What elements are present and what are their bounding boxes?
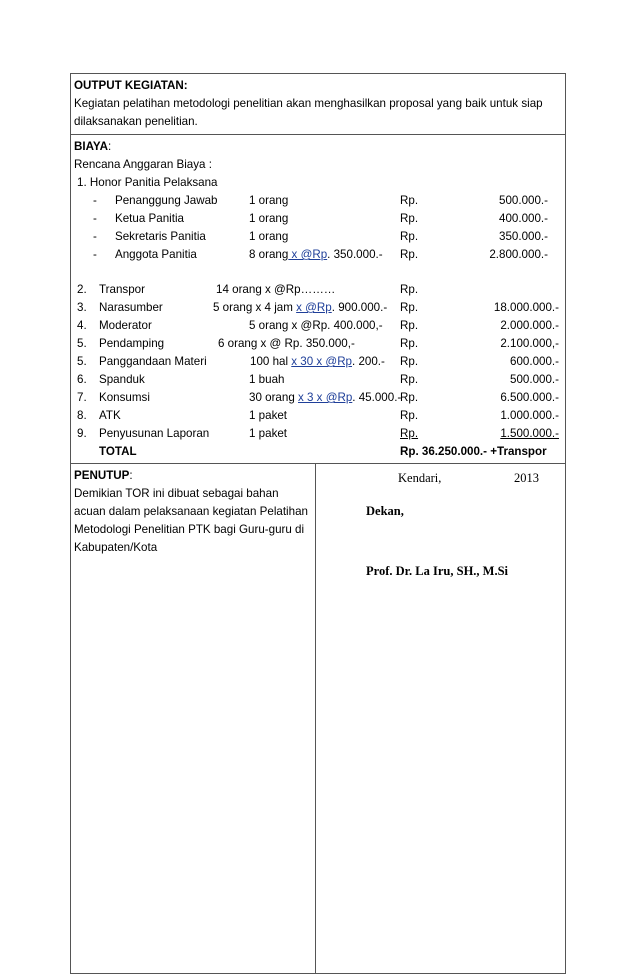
penutup-heading: PENUTUP	[74, 469, 130, 482]
qty-cell: 5 orang x 4 jam x @Rp. 900.000.-	[213, 301, 388, 314]
penutup-section	[71, 464, 565, 973]
output-section	[71, 74, 565, 135]
penutup-heading-colon: :	[129, 469, 133, 482]
budget-item: 5. Pendamping 6 orang x @ Rp. 350.000,- Rp. 2.100.000,-	[77, 337, 559, 350]
biaya-heading-colon: :	[107, 140, 112, 153]
honor-item: - Sekretaris Panitia 1 orang Rp. 350.000.-	[93, 230, 548, 243]
signatory: Prof. Dr. La Iru, SH., M.Si	[366, 564, 509, 578]
budget-item: 2. Transpor 14 orang x @Rp……… Rp.	[77, 283, 419, 296]
penutup-line: Kabupaten/Kota	[74, 541, 158, 554]
budget-item: 3. Narasumber 5 orang x 4 jam x @Rp. 900.000.- Rp. 18.000.000.-	[74, 299, 562, 317]
penutup-heading-line	[74, 467, 312, 485]
penutup-text	[71, 464, 316, 973]
biaya-heading-line	[74, 138, 562, 156]
signature-block	[316, 464, 565, 973]
honor-label: 1. Honor Panitia Pelaksana	[77, 176, 218, 189]
qty-cell: 100 hal x 30 x @Rp. 200.-	[250, 355, 385, 368]
biaya-heading: BIAYA	[74, 140, 108, 153]
budget-item: 6. Spanduk 1 buah Rp. 500.000.-	[77, 373, 559, 386]
penutup-line: Demikian TOR ini dibuat sebagai bahan	[74, 487, 279, 500]
budget-item: 7. Konsumsi 30 orang x 3 x @Rp. 45.000.- Rp. 6.500.000.-	[74, 389, 562, 407]
year: 2013	[514, 471, 539, 485]
qty-cell: 30 orang x 3 x @Rp. 45.000.-	[249, 391, 402, 404]
output-heading: OUTPUT KEGIATAN:	[74, 79, 188, 92]
budget-item: 4. Moderator 5 orang x @Rp. 400.000,- Rp. 2.000.000.-	[77, 319, 559, 332]
budget-item: 8. ATK 1 paket Rp. 1.000.000.-	[77, 409, 559, 422]
honor-item: - Anggota Panitia 8 orang x @Rp. 350.000.- Rp. 2.800.000.-	[74, 246, 562, 264]
honor-item: - Penanggung Jawab 1 orang Rp. 500.000.-	[93, 194, 548, 207]
output-text-line-2: dilaksanakan penelitian.	[74, 115, 198, 128]
place: Kendari,	[398, 471, 442, 485]
biaya-subtitle: Rencana Anggaran Biaya :	[74, 158, 212, 171]
biaya-section	[71, 135, 565, 464]
budget-item: 5. Panggandaan Materi 100 hal x 30 x @Rp. 200.- Rp. 600.000.-	[74, 353, 562, 371]
role: Dekan,	[366, 504, 404, 518]
budget-item: 9. Penyusunan Laporan 1 paket Rp. 1.500.000.-	[77, 427, 559, 440]
penutup-line: Metodologi Penelitian PTK bagi Guru-guru di	[74, 523, 305, 536]
tor-table	[70, 73, 566, 974]
qty-cell: 8 orang x @Rp. 350.000.-	[249, 248, 383, 261]
output-text-line-1: Kegiatan pelatihan metodologi penelitian akan menghasilkan proposal yang baik untuk siap	[74, 97, 543, 110]
honor-item: - Ketua Panitia 1 orang Rp. 400.000.-	[93, 212, 548, 225]
total-row: TOTAL Rp. 36.250.000.- +Transpor	[99, 445, 547, 458]
penutup-line: acuan dalam pelaksanaan kegiatan Pelatihan	[74, 505, 308, 518]
